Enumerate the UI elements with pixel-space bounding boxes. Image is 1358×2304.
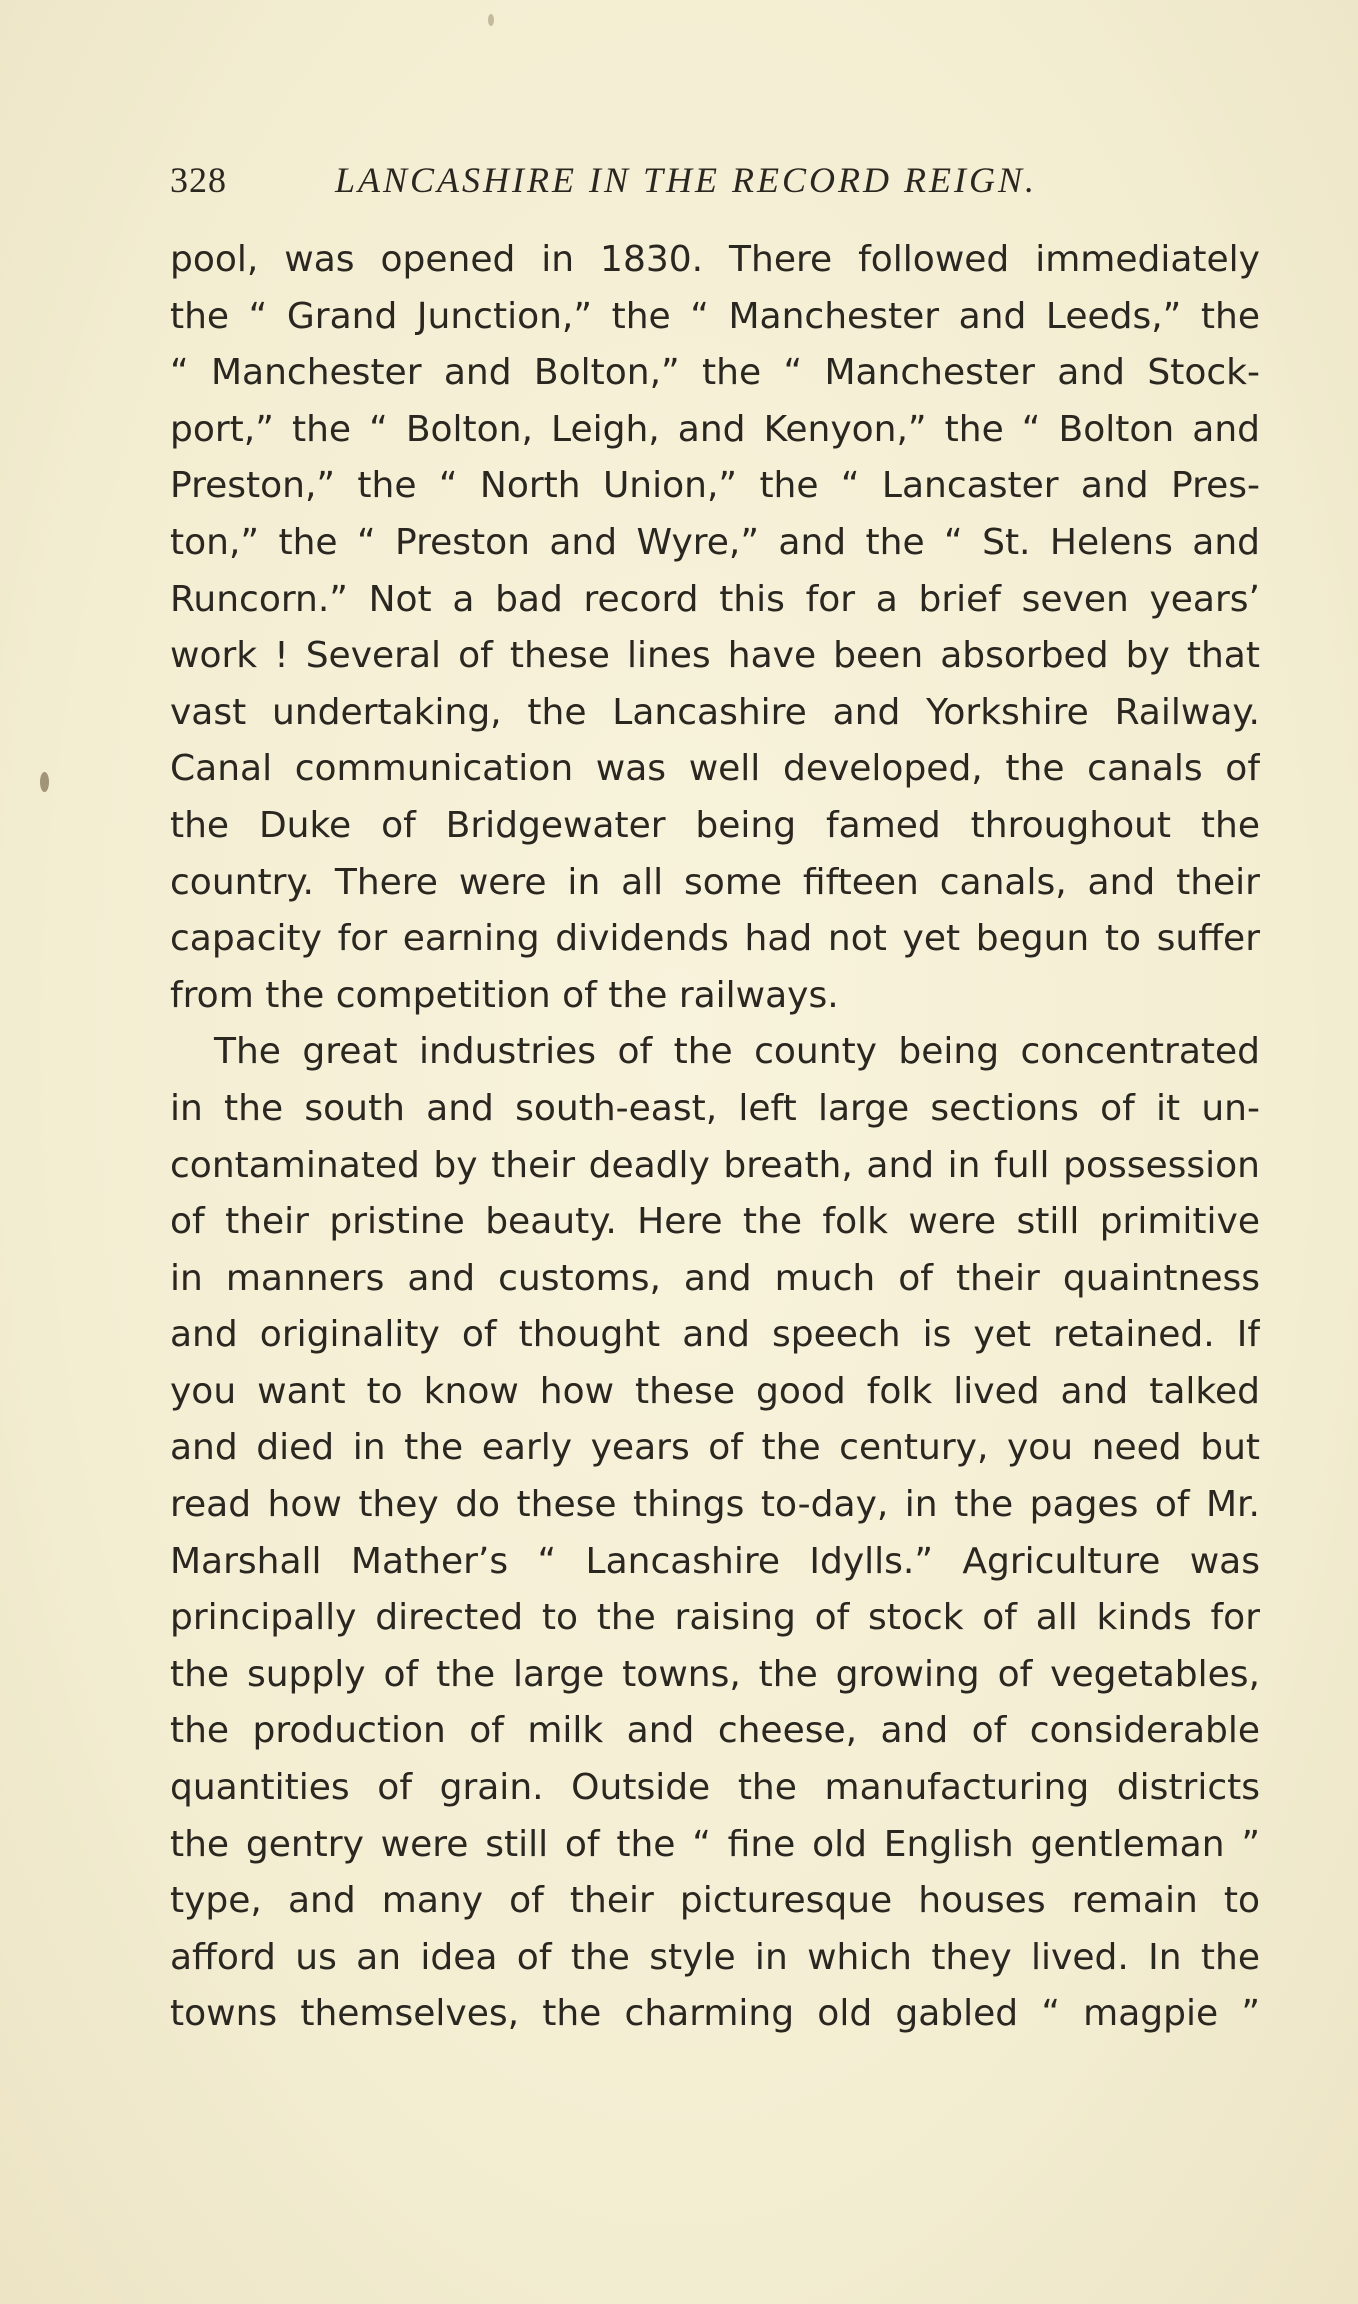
text-line: work ! Several of these lines have been absorbed by that [170, 635, 1260, 677]
text-line: in the south and south-east, left large sections of it un- [170, 1087, 1260, 1129]
page-header [170, 158, 1270, 202]
text-line: quantities of grain. Outside the manufacturing districts [170, 1767, 1260, 1809]
text-line: pool, was opened in 1830. There followed immediately [170, 239, 1260, 280]
text-line: towns themselves, the charming old gabled “ magpie ” [170, 1993, 1260, 2035]
text-line: the “ Grand Junction,” the “ Manchester and Leeds,” the [170, 295, 1260, 337]
text-line: the supply of the large towns, the growing of vegetables, [170, 1653, 1260, 1695]
text-line: port,” the “ Bolton, Leigh, and Kenyon,” the “ Bolton and [170, 408, 1260, 450]
paper-blemish-left [40, 772, 49, 792]
text-line: Preston,” the “ North Union,” the “ Lancaster and Pres- [170, 465, 1260, 507]
body-text [170, 232, 1260, 2043]
text-line: from the competition of the railways. [170, 974, 839, 1016]
text-line: The great industries of the county being concentrated [214, 1031, 1260, 1073]
text-line: ton,” the “ Preston and Wyre,” and the “ St. Helens and [170, 521, 1260, 563]
page-number: 328 [170, 160, 227, 200]
text-line: vast undertaking, the Lancashire and Yorkshire Railway. [170, 691, 1260, 733]
text-line: and died in the early years of the century, you need but [170, 1427, 1260, 1469]
text-line: the gentry were still of the “ fine old English gentleman ” [170, 1823, 1260, 1865]
text-line: you want to know how these good folk lived and talked [170, 1370, 1260, 1412]
text-line: the Duke of Bridgewater being famed throughout the [170, 804, 1260, 846]
text-line: Marshall Mather’s “ Lancashire Idylls.” Agriculture was [170, 1540, 1260, 1582]
text-line: type, and many of their picturesque houses remain to [170, 1880, 1260, 1922]
text-line: country. There were in all some fifteen canals, and their [170, 861, 1260, 903]
text-line: Canal communication was well developed, the canals of [170, 748, 1260, 790]
text-line: afford us an idea of the style in which they lived. In the [170, 1936, 1260, 1978]
text-line: “ Manchester and Bolton,” the “ Manchester and Stock- [170, 352, 1260, 394]
text-line: Runcorn.” Not a bad record this for a brief seven years’ [170, 578, 1260, 620]
text-line: capacity for earning dividends had not yet begun to suffer [170, 918, 1260, 960]
running-head: LANCASHIRE IN THE RECORD REIGN. [335, 160, 1037, 200]
text-line: contaminated by their deadly breath, and in full possession [170, 1144, 1260, 1186]
text-line: of their pristine beauty. Here the folk were still primitive [170, 1201, 1260, 1243]
text-line: principally directed to the raising of stock of all kinds for [170, 1597, 1260, 1639]
text-line: the production of milk and cheese, and of considerable [170, 1710, 1260, 1752]
text-line: in manners and customs, and much of their quaintness [170, 1257, 1260, 1299]
text-line: and originality of thought and speech is yet retained. If [170, 1314, 1260, 1356]
paper-blemish-top [488, 14, 494, 26]
text-line: read how they do these things to-day, in the pages of Mr. [170, 1484, 1260, 1526]
